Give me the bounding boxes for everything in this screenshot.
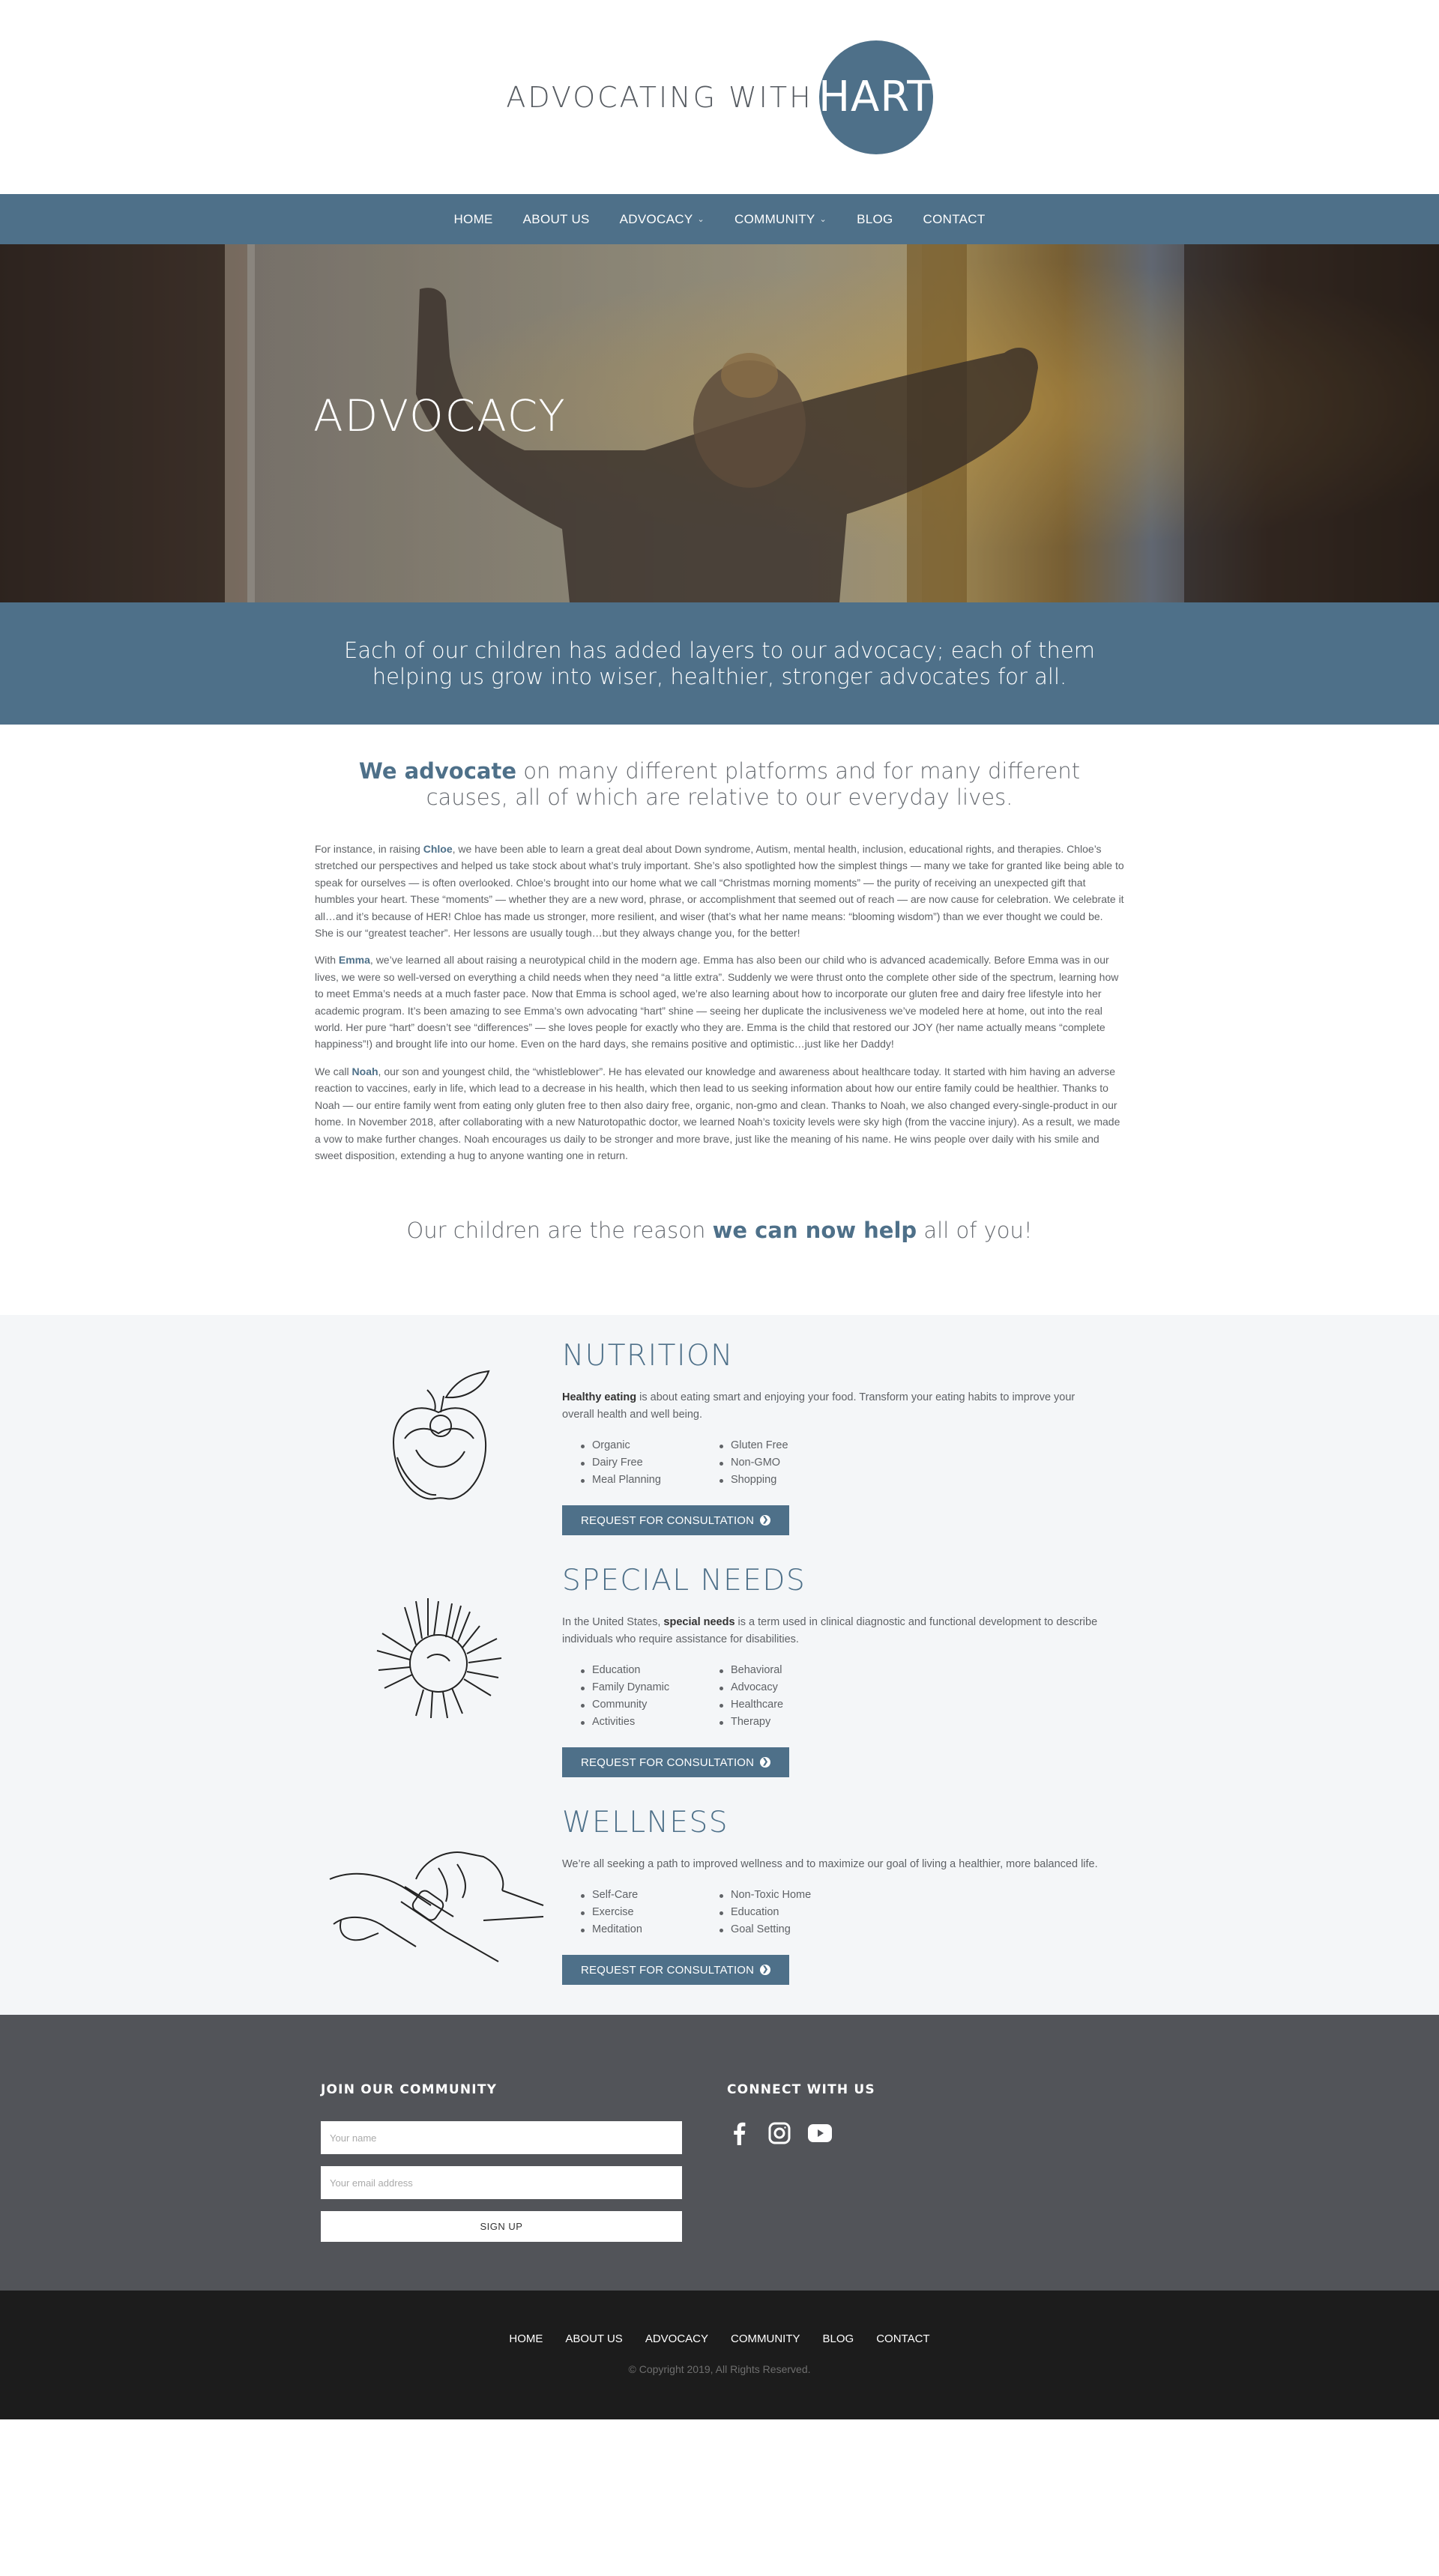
service-description: We’re all seeking a path to improved wellness and to maximize our goal of living a healthier, more balanced life. [562, 1858, 1098, 1871]
logo-text: ADVOCATING WITH [506, 80, 813, 114]
nav-blog[interactable] [857, 212, 893, 227]
service-art [315, 1564, 562, 1777]
service-title: WELLNESS [562, 1806, 728, 1840]
bottom-footer [0, 2291, 1439, 2419]
intro-heading-emphasis: We advocate [358, 758, 517, 784]
closing-statement [315, 1218, 1124, 1315]
service-description [562, 1614, 1102, 1648]
list-item: Meditation [592, 1921, 731, 1938]
social-links [727, 2121, 1087, 2145]
service-body [562, 1564, 1102, 1777]
main-nav [0, 194, 1439, 244]
service-art [315, 1806, 562, 1985]
bullet-column [592, 1662, 731, 1731]
intro-section [315, 725, 1124, 1315]
services-section [0, 1315, 1439, 2015]
service-bullets [562, 1662, 1102, 1731]
apple-line-art-icon [382, 1367, 495, 1510]
sign-up-button[interactable]: SIGN UP [321, 2211, 682, 2242]
nav-advocacy[interactable] [620, 212, 705, 227]
list-item: Family Dynamic [592, 1679, 731, 1696]
copyright-text: © Copyright 2019, All Rights Reserved. [628, 2363, 811, 2376]
closing-text: Our children are the reason [406, 1218, 713, 1244]
nav-blog-label: BLOG [857, 211, 893, 226]
list-item: Gluten Free [731, 1437, 869, 1454]
story-text: With [315, 954, 339, 967]
site-header [0, 0, 1439, 194]
footer-nav-advocacy[interactable]: ADVOCACY [645, 2332, 708, 2346]
list-item: Education [592, 1662, 731, 1679]
list-item: Activities [592, 1714, 731, 1731]
request-consultation-button[interactable] [562, 1747, 789, 1777]
list-item: Community [592, 1696, 731, 1714]
footer-nav [0, 2332, 1439, 2345]
list-item: Behavioral [731, 1662, 869, 1679]
story-emma [315, 952, 1124, 1052]
youtube-icon[interactable] [808, 2121, 832, 2145]
button-label: REQUEST FOR CONSULTATION [581, 1963, 755, 1977]
hero-photo-woman-stretching [0, 244, 1439, 602]
desc-text: In the United States, [562, 1616, 664, 1629]
hero-banner [0, 244, 1439, 602]
connect-heading: CONNECT WITH US [727, 2082, 875, 2098]
service-wellness [315, 1806, 1124, 1985]
closing-text: all of you! [917, 1218, 1033, 1244]
story-text: , we’ve learned all about raising a neurotypical child in the modern age. Emma has also been our child who is advanced academically. Before Emma was in our lives, we were so well-versed on everything a child needs when they need “a little extra”. Suddenly we were thrust onto the complete other side of the spectrum, learning how to meet Emma’s needs at a much faster pace. Now that Emma is school aged, we’re also learning about how to incorporate our gluten free and dairy free lifestyle into her academic program. It’s been amazing to see Emma’s own advocating “hart” shine — seeing her duplicate the inclusiveness we’ve modeled here at home, out into the real world. Her pure “hart” doesn’t see “differences” — she loves people for exactly who they are. Emma is the child that restored our JOY (her name actually means “complete happiness”!) and brought life into our home. Even on the hard days, she remains positive and optimistic…just like her Daddy! [315, 954, 1119, 1050]
list-item: Goal Setting [731, 1921, 869, 1938]
hand-watch-line-art-icon [326, 1834, 551, 1969]
story-noah [315, 1063, 1124, 1164]
nav-about-us-label: ABOUT US [522, 211, 590, 226]
arrow-circle-right-icon: ❯ [760, 1757, 770, 1768]
footer-nav-contact[interactable]: CONTACT [876, 2332, 930, 2346]
community-inner [315, 2082, 1124, 2242]
community-section [0, 2015, 1439, 2291]
email-input[interactable] [321, 2166, 682, 2199]
service-special-needs [315, 1564, 1124, 1777]
service-nutrition [315, 1339, 1124, 1535]
site-logo[interactable] [506, 40, 932, 154]
desc-text: is about eating smart and enjoying your food. Transform your eating habits to improve your overall health and well being. [562, 1391, 1076, 1421]
service-title: SPECIAL NEEDS [562, 1564, 806, 1598]
footer-nav-home[interactable]: HOME [509, 2332, 543, 2346]
hands-circle-line-art-icon [371, 1592, 506, 1720]
service-body [562, 1339, 1102, 1535]
bullet-column [731, 1437, 869, 1489]
list-item: Non-GMO [731, 1454, 869, 1472]
intro-heading-rest: on many different platforms and for many different causes, all of which are relative to our everyday lives. [426, 758, 1081, 810]
bullet-column [731, 1662, 869, 1731]
request-consultation-button[interactable] [562, 1505, 789, 1535]
join-community [321, 2082, 727, 2242]
service-body [562, 1806, 1102, 1985]
service-art [315, 1339, 562, 1535]
list-item: Self-Care [592, 1887, 731, 1904]
nav-advocacy-label: ADVOCACY [619, 211, 693, 226]
service-bullets [562, 1437, 1102, 1489]
list-item: Advocacy [731, 1679, 869, 1696]
service-bullets [562, 1887, 1102, 1938]
list-item: Meal Planning [592, 1472, 731, 1489]
child-name: Chloe [423, 843, 453, 855]
child-name: Noah [352, 1065, 378, 1077]
nav-contact[interactable] [923, 212, 986, 227]
service-description [562, 1389, 1102, 1424]
quote-text: Each of our children has added layers to our advocacy; each of them helping us grow into wiser, healthier, stronger advocates for all. [344, 637, 1095, 689]
chevron-down-icon: ⌄ [819, 215, 827, 224]
nav-contact-label: CONTACT [923, 211, 986, 226]
story-text: , we have been able to learn a great deal about Down syndrome, Autism, mental health, inclusion, educational rights, and therapies. Chloe’s stretched our perspectives and helped us take stock about what’s truly important. She’s also spotlighted how the simplest things — many we take for granted like being able to speak for ourselves — is often overlooked. Chloe’s brought into our home what we call “Christmas morning moments” — the purity of receiving an unexpected gift that humbles your heart. These “moments” — whether they are a new word, phrase, or accomplishment that seemed out of reach — are now cause for celebration. We celebrate it all…and it’s because of HER! Chloe has made us stronger, more resilient, and wiser (that’s what her name means: “blooming wisdom”) than we ever thought we could be. She is our “greatest teacher”. Her lessons are usually tough…but they always change you, for the better! [315, 843, 1124, 940]
list-item: Shopping [731, 1472, 869, 1489]
nav-home[interactable] [453, 212, 492, 227]
arrow-circle-right-icon: ❯ [760, 1965, 770, 1975]
connect-with-us [727, 2082, 1087, 2242]
story-text: For instance, in raising [315, 843, 423, 855]
bullet-column [592, 1437, 731, 1489]
request-consultation-button[interactable] [562, 1955, 789, 1985]
hero-title: ADVOCACY [313, 390, 567, 441]
nav-community-label: COMMUNITY [734, 211, 815, 226]
arrow-circle-right-icon: ❯ [760, 1515, 770, 1526]
footer-nav-blog[interactable]: BLOG [822, 2332, 854, 2346]
list-item: Dairy Free [592, 1454, 731, 1472]
name-input[interactable] [321, 2121, 682, 2154]
intro-heading [315, 758, 1124, 811]
service-title: NUTRITION [562, 1339, 734, 1373]
desc-emphasis: special needs [663, 1616, 735, 1629]
instagram-icon[interactable] [767, 2121, 791, 2145]
story-text: We call [315, 1065, 352, 1077]
nav-home-label: HOME [453, 211, 493, 226]
list-item: Exercise [592, 1904, 731, 1921]
join-heading: JOIN OUR COMMUNITY [321, 2082, 498, 2098]
logo-badge: HART [819, 40, 933, 154]
nav-community[interactable] [734, 212, 827, 227]
closing-emphasis: we can now help [712, 1218, 917, 1244]
story-text: , our son and youngest child, the “whistleblower”. He has elevated our knowledge and awareness about healthcare today. It started with him having an adverse reaction to vaccines, early in life, which lead to a decrease in his health, which then lead to us seeking information about how our entire family could be healthier. Thanks to Noah — our entire family went from eating only gluten free to then also dairy free, organic, non-gmo and clean. Thanks to Noah, we also changed every-single-product in our home. In November 2018, after collaborating with a new Naturotopathic doctor, we learned Noah’s toxicity levels were sky high (from the vaccine injury). As a result, we made a vow to make further changes. Noah encourages us daily to be stronger and more brave, just like the meaning of his name. He wins people over daily with his smile and sweet disposition, extending a hug to anyone wanting one in return. [315, 1065, 1120, 1161]
desc-emphasis: Healthy eating [562, 1391, 637, 1404]
bullet-column [592, 1887, 731, 1938]
button-label: REQUEST FOR CONSULTATION [581, 1514, 755, 1527]
story-chloe [315, 841, 1124, 941]
desc-text: is a term used in clinical diagnostic and functional development to describe individuals who require assistance for disabilities. [562, 1616, 1098, 1646]
list-item: Education [731, 1904, 869, 1921]
list-item: Healthcare [731, 1696, 869, 1714]
quote-band [0, 602, 1439, 725]
nav-about-us[interactable] [523, 212, 590, 227]
list-item: Non-Toxic Home [731, 1887, 869, 1904]
footer-nav-about-us[interactable]: ABOUT US [565, 2332, 623, 2346]
list-item: Organic [592, 1437, 731, 1454]
button-label: REQUEST FOR CONSULTATION [581, 1756, 755, 1769]
chevron-down-icon: ⌄ [697, 215, 705, 224]
child-name: Emma [338, 954, 370, 967]
footer-nav-community[interactable]: COMMUNITY [731, 2332, 800, 2346]
facebook-icon[interactable] [727, 2121, 751, 2145]
bullet-column [731, 1887, 869, 1938]
list-item: Therapy [731, 1714, 869, 1731]
